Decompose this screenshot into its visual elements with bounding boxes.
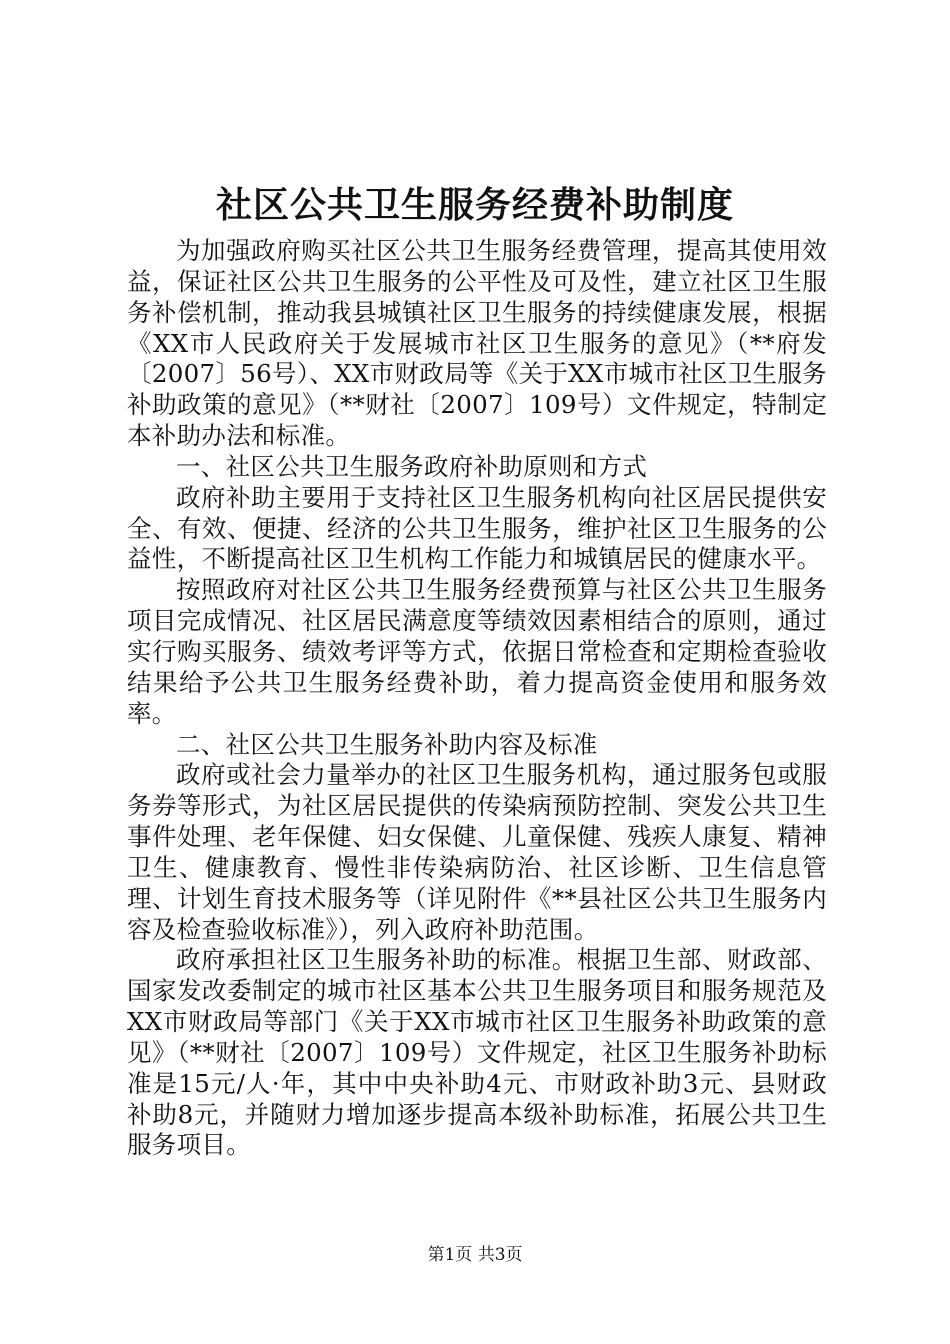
paragraph-subsidy-content: 政府或社会力量举办的社区卫生服务机构，通过服务包或服务券等形式，为社区居民提供的传染病预防控制、突发公共卫生事件处理、老年保健、妇女保健、儿童保健、残疾人康复、精神卫生、健康教育、慢性非传染病防治、社区诊断、卫生信息管理、计划生育技术服务等（详见附件《**县社区公共卫生服务内容及检查验收标准》），列入政府补助范围。 bbox=[127, 760, 827, 944]
paragraph-intro: 为加强政府购买社区公共卫生服务经费管理，提高其使用效益，保证社区公共卫生服务的公平性及可及性，建立社区卫生服务补偿机制，推动我县城镇社区卫生服务的持续健康发展，根据《XX市人民政府关于发展城市社区卫生服务的意见》（**府发〔2007〕56号）、XX市财政局等《关于XX市城市社区卫生服务补助政策的意见》（**财社〔2007〕109号）文件规定，特制定本补助办法和标准。 bbox=[127, 236, 827, 451]
paragraph-subsidy-purpose: 政府补助主要用于支持社区卫生服务机构向社区居民提供安全、有效、便捷、经济的公共卫生服务，维护社区卫生服务的公益性，不断提高社区卫生机构工作能力和城镇居民的健康水平。 bbox=[127, 482, 827, 574]
section-heading-1: 一、社区公共卫生服务政府补助原则和方式 bbox=[176, 451, 648, 481]
document-title: 社区公共卫生服务经费补助制度 bbox=[215, 184, 734, 226]
section-heading-2: 二、社区公共卫生服务补助内容及标准 bbox=[176, 729, 598, 759]
paragraph-subsidy-standard: 政府承担社区卫生服务补助的标准。根据卫生部、财政部、国家发改委制定的城市社区基本公共卫生服务项目和服务规范及XX市财政局等部门《关于XX市城市社区卫生服务补助政策的意见》（**财社〔2007〕109号）文件规定，社区卫生服务补助标准是15元/人·年，其中中央补助4元、市财政补助3元、县财政补助8元，并随财力增加逐步提高本级补助标准，拓展公共卫生服务项目。 bbox=[127, 945, 828, 1160]
paragraph-subsidy-method: 按照政府对社区公共卫生服务经费预算与社区公共卫生服务项目完成情况、社区居民满意度等绩效因素相结合的原则，通过实行购买服务、绩效考评等方式，依据日常检查和定期检查验收结果给予公共卫生服务经费补助，着力提高资金使用和服务效率。 bbox=[127, 575, 827, 728]
document-body bbox=[127, 236, 827, 1161]
page-number-footer: 第1页 共3页 bbox=[427, 1245, 523, 1265]
